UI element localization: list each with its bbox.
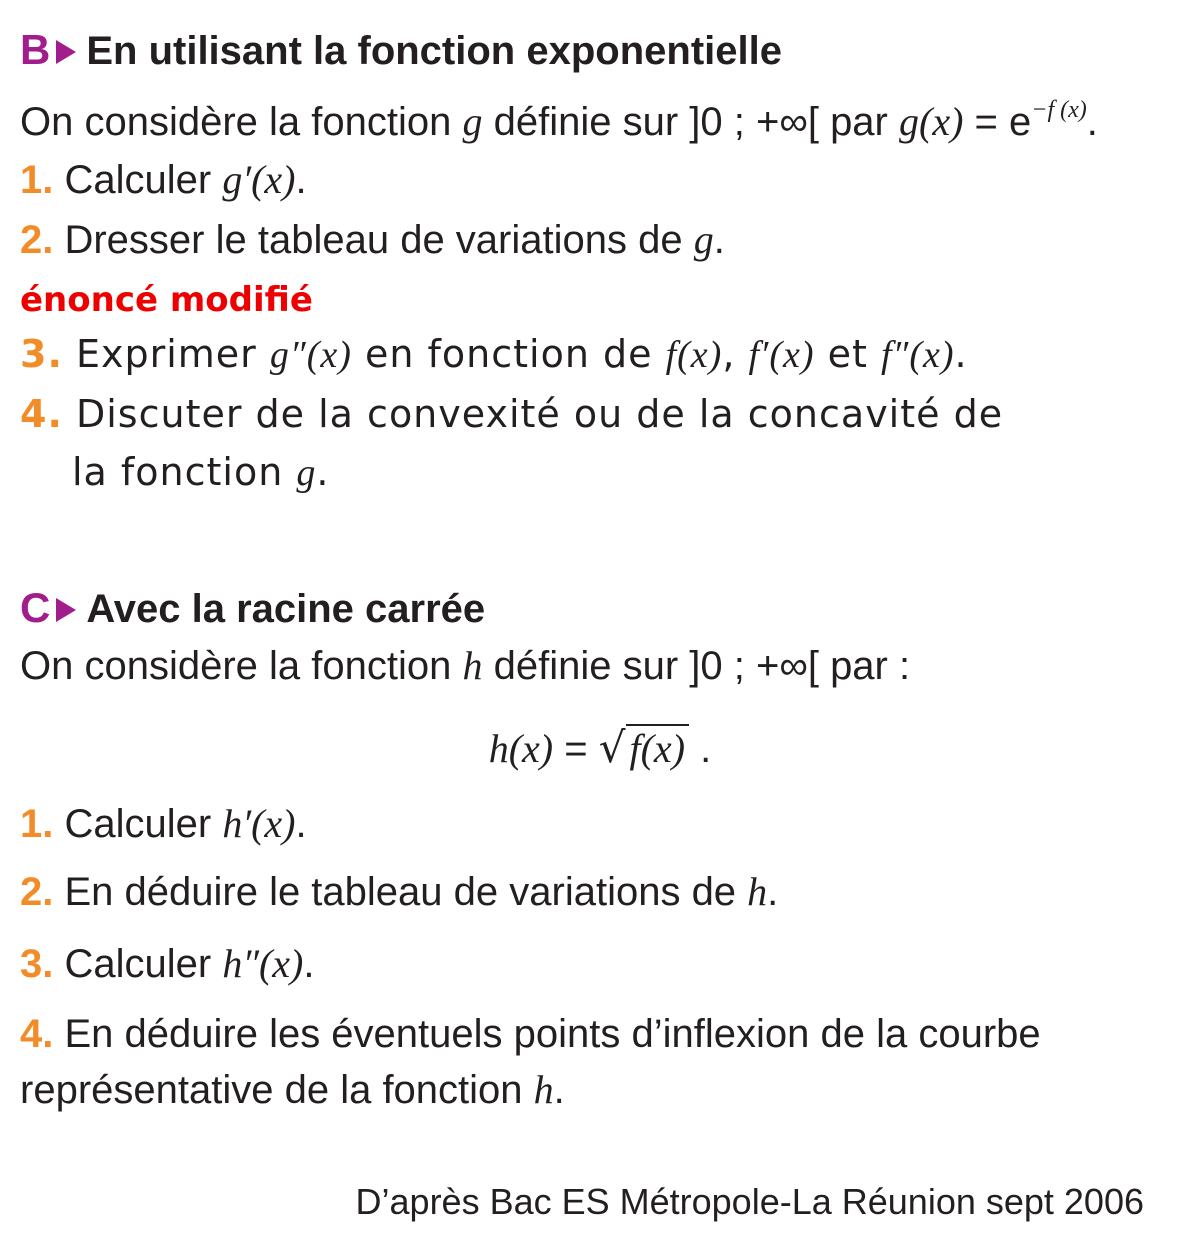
question-b3 [20, 330, 968, 379]
question-c2 [20, 868, 778, 916]
intro-text: . [1086, 100, 1098, 144]
section-b-heading [20, 26, 782, 75]
formula-lhs: h(x) [488, 726, 554, 771]
question-text: . [316, 450, 330, 494]
formula-end: . [689, 727, 712, 771]
math-var: g [462, 99, 483, 144]
question-b1 [20, 156, 307, 204]
modified-note: énoncé modifié [20, 280, 313, 320]
math-var: h [462, 643, 483, 688]
question-text: Calculer [53, 802, 223, 846]
math-expr: g(x) [899, 99, 964, 144]
triangle-arrow-icon [56, 40, 76, 64]
math-var: g [296, 452, 317, 494]
section-c-title: Avec la racine carrée [86, 587, 486, 631]
question-text: , [722, 332, 749, 376]
math-var: h [747, 869, 768, 914]
formula-h [0, 724, 1200, 773]
triangle-arrow-icon [56, 598, 76, 622]
intro-text: définie sur ]0 ; +∞[ par [482, 100, 899, 144]
question-text: . [553, 1068, 565, 1112]
math-expr: h′(x) [222, 801, 296, 846]
question-number: 2. [20, 218, 54, 262]
square-root [599, 724, 689, 773]
question-text: Calculer [53, 158, 223, 202]
question-b2 [20, 216, 725, 264]
question-b4-continued [72, 448, 330, 497]
source-citation: D’après Bac ES Métropole-La Réunion sept 2006 [355, 1181, 1144, 1222]
radicand: f(x) [626, 724, 690, 771]
question-number: 3. [20, 332, 63, 376]
section-c-heading [20, 584, 485, 633]
question-c4 [20, 1010, 1041, 1058]
section-b-title: En utilisant la fonction exponentielle [86, 29, 782, 73]
question-number: 1. [20, 158, 54, 202]
section-c-intro [20, 642, 910, 690]
question-text: la fonction [72, 450, 297, 494]
question-number: 4. [20, 392, 63, 436]
question-c4-continued [20, 1066, 565, 1114]
question-c3 [20, 940, 315, 988]
question-text: . [303, 942, 315, 986]
radical-sign-icon: √ [598, 723, 626, 772]
section-b-letter: B [20, 26, 51, 73]
question-number: 1. [20, 802, 54, 846]
question-text: Dresser le tableau de variations de [53, 218, 694, 262]
intro-text: On considère la fonction [20, 100, 463, 144]
math-var: g [693, 217, 714, 262]
math-expr: h″(x) [222, 941, 304, 986]
question-text: . [295, 802, 307, 846]
question-c1 [20, 800, 307, 848]
math-expr: f′(x) [748, 334, 815, 376]
question-text: et [814, 332, 881, 376]
math-expr: g″(x) [269, 334, 352, 376]
question-text: Exprimer [62, 332, 270, 376]
question-text: En déduire le tableau de variations de [53, 870, 748, 914]
intro-text: On considère la fonction [20, 644, 463, 688]
intro-text: définie sur ]0 ; +∞[ par : [482, 644, 911, 688]
question-text: en fonction de [351, 332, 666, 376]
question-text: . [713, 218, 725, 262]
section-c-letter: C [20, 584, 51, 631]
question-b4 [20, 390, 1003, 438]
math-expr: f″(x) [880, 334, 955, 376]
question-text: . [954, 332, 968, 376]
question-text: . [295, 158, 307, 202]
question-number: 2. [20, 870, 54, 914]
question-text: Calculer [53, 942, 223, 986]
question-text: représentative de la fonction [20, 1068, 534, 1112]
question-text: En déduire les éventuels points d’inflexion de la courbe [53, 1012, 1041, 1056]
exponent: −f (x) [1031, 97, 1087, 123]
math-expr: g′(x) [222, 157, 296, 202]
math-var: h [533, 1067, 554, 1112]
question-number: 4. [20, 1012, 54, 1056]
intro-text: = e [963, 100, 1032, 144]
question-text: . [767, 870, 779, 914]
math-expr: f(x) [665, 334, 723, 376]
question-number: 3. [20, 942, 54, 986]
formula-equals: = [553, 727, 599, 771]
section-b-intro [20, 98, 1098, 146]
question-text: Discuter de la convexité ou de la concavité de [62, 392, 1004, 436]
